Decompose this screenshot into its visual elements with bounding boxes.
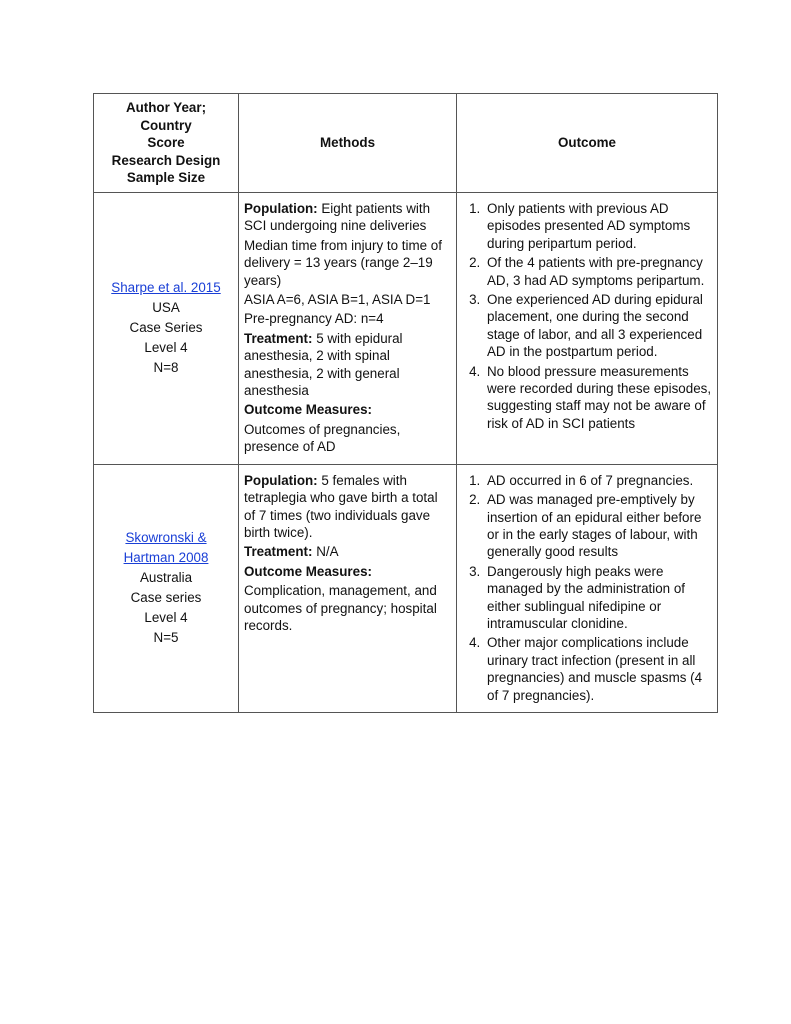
study-citation-link[interactable]: Sharpe et al. 2015 bbox=[111, 280, 221, 296]
study-cell bbox=[94, 464, 239, 712]
header-study bbox=[94, 94, 239, 193]
methods-text: Outcomes of pregnancies, presence of AD bbox=[244, 421, 401, 455]
outcome-item: 3. Dangerously high peaks were managed by the administration of either sublingual nifedipine or intramuscular clonidine. bbox=[484, 563, 712, 633]
header-methods: Methods bbox=[239, 94, 457, 193]
outcome-item: 4. Other major complications include urinary tract infection (present in all pregnancies) and muscle spasms (4 of 7 pregnancies). bbox=[484, 634, 712, 704]
methods-text: Pre-pregnancy AD: n=4 bbox=[244, 311, 384, 327]
study-detail: Case series bbox=[130, 590, 202, 606]
methods-paragraph bbox=[244, 563, 451, 580]
methods-text: Eight patients with SCI undergoing nine deliveries bbox=[244, 201, 431, 234]
header-outcome: Outcome bbox=[457, 94, 718, 193]
methods-cell bbox=[239, 193, 457, 465]
header-study-line: Score bbox=[147, 135, 185, 151]
methods-label: Population: bbox=[244, 201, 318, 216]
outcome-item: 1. Only patients with previous AD episodes presented AD symptoms during peripartum period. bbox=[484, 200, 712, 252]
study-detail: Case Series bbox=[129, 320, 203, 336]
outcome-item: 2. Of the 4 patients with pre-pregnancy AD, 3 had AD symptoms peripartum. bbox=[484, 254, 712, 289]
outcome-item: 2. AD was managed pre-emptively by insertion of an epidural either before or in the early stages of labour, with generally good results bbox=[484, 491, 712, 561]
study-detail: Australia bbox=[139, 570, 193, 586]
outcome-list bbox=[464, 200, 712, 432]
header-study-line: Country bbox=[140, 117, 192, 133]
study-detail: N=5 bbox=[153, 630, 179, 646]
outcome-list bbox=[464, 472, 712, 704]
study-detail: USA bbox=[152, 300, 180, 316]
methods-label: Outcome Measures: bbox=[244, 563, 372, 579]
methods-text: Median time from injury to time of delivery = 13 years (range 2–19 years) bbox=[244, 237, 442, 288]
methods-paragraph bbox=[244, 237, 451, 289]
methods-paragraph bbox=[244, 291, 451, 308]
methods-paragraph bbox=[244, 401, 451, 418]
methods-paragraph bbox=[244, 330, 451, 400]
outcome-item: 4. No blood pressure measurements were recorded during these episodes, suggesting staff may not be aware of risk of AD in SCI patients bbox=[484, 363, 712, 433]
methods-paragraph bbox=[244, 310, 451, 327]
methods-paragraph bbox=[244, 200, 451, 235]
methods-cell bbox=[239, 464, 457, 712]
study-detail: N=8 bbox=[153, 360, 179, 376]
table-row bbox=[94, 464, 718, 712]
study-cell bbox=[94, 193, 239, 465]
evidence-table bbox=[93, 93, 718, 713]
methods-paragraph bbox=[244, 421, 451, 456]
methods-text: 5 females with tetraplegia who gave birth a total of 7 times (two individuals gave birth twice). bbox=[244, 472, 438, 540]
header-study-line: Research Design bbox=[111, 152, 221, 168]
study-detail: Level 4 bbox=[144, 610, 188, 626]
outcome-cell bbox=[457, 464, 718, 712]
methods-label: Treatment: bbox=[244, 330, 313, 346]
methods-text: N/A bbox=[312, 544, 339, 560]
methods-label: Treatment: bbox=[244, 544, 313, 560]
methods-label: Population: bbox=[244, 472, 318, 488]
methods-paragraph bbox=[244, 543, 451, 560]
methods-text: 5 with epidural anesthesia, 2 with spinal anesthesia, 2 with general anesthesia bbox=[244, 330, 403, 399]
header-study-line: Author Year; bbox=[125, 100, 207, 116]
methods-label: Outcome Measures: bbox=[244, 402, 372, 418]
outcome-item: 3. One experienced AD during epidural placement, one during the second stage of labor, and all 3 experienced AD in the postpartum period. bbox=[484, 291, 712, 361]
methods-text: ASIA A=6, ASIA B=1, ASIA D=1 bbox=[244, 292, 431, 308]
table-row bbox=[94, 193, 718, 465]
study-citation-link[interactable]: Skowronski & Hartman 2008 bbox=[123, 530, 209, 566]
study-detail: Level 4 bbox=[144, 340, 188, 356]
methods-paragraph bbox=[244, 472, 451, 542]
outcome-cell bbox=[457, 193, 718, 465]
outcome-item: 1. AD occurred in 6 of 7 pregnancies. bbox=[484, 472, 712, 489]
methods-text: Complication, management, and outcomes of pregnancy; hospital records. bbox=[244, 583, 437, 633]
header-study-line: Sample Size bbox=[126, 170, 206, 186]
header-row bbox=[94, 94, 718, 193]
methods-paragraph bbox=[244, 582, 451, 634]
